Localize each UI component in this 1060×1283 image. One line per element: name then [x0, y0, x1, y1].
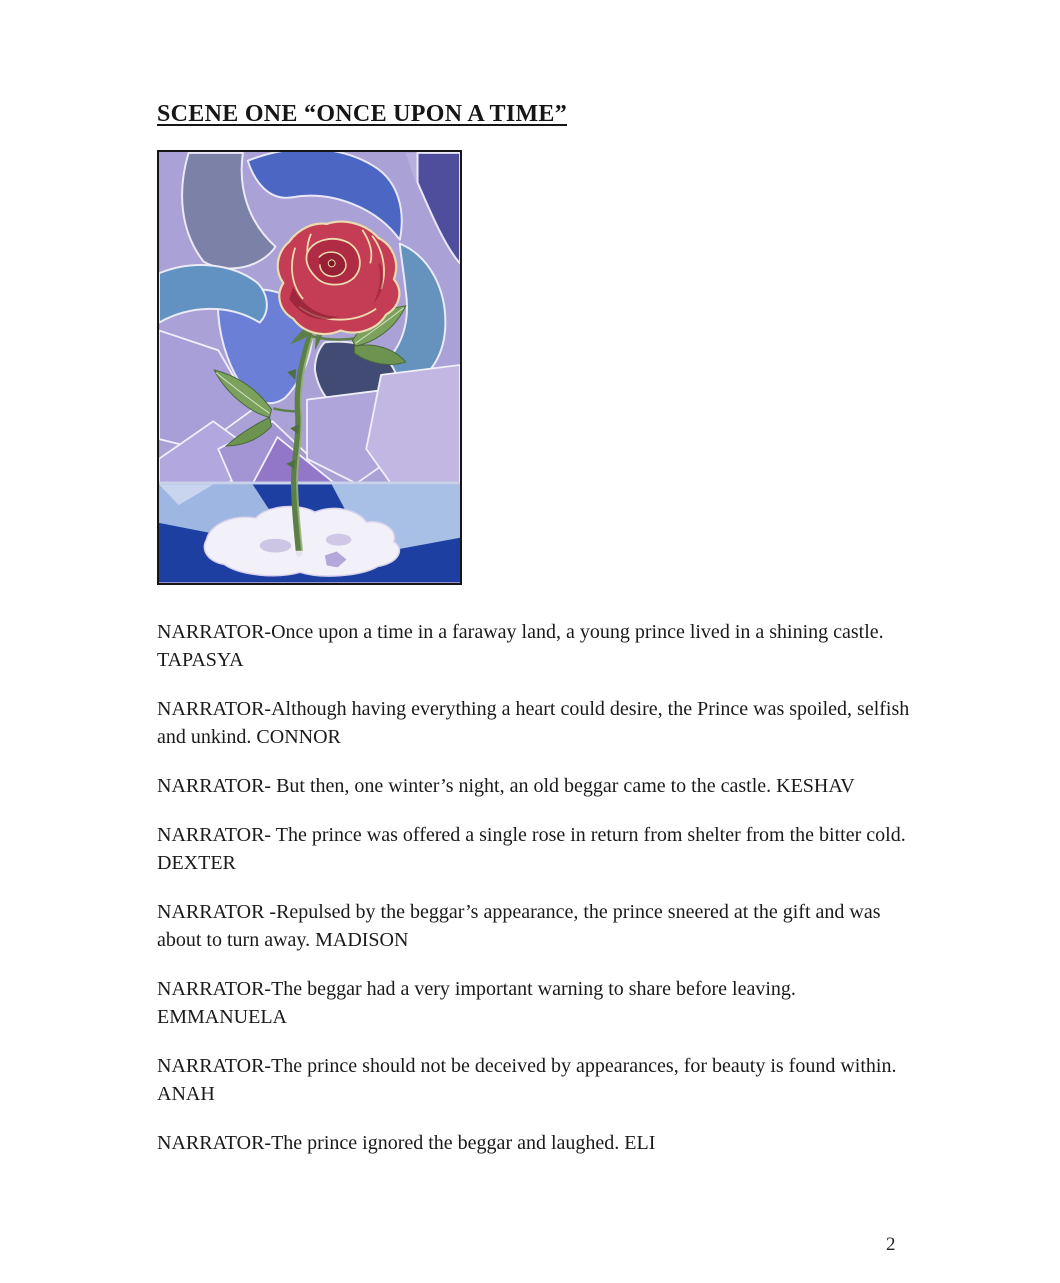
- page-title: SCENE ONE “ONCE UPON A TIME”: [157, 101, 568, 127]
- narrator-line: NARRATOR- The prince was offered a single rose in return from shelter from the bitter cold. DEXTER: [157, 824, 906, 874]
- rose-bloom: [278, 222, 400, 334]
- narrator-line: NARRATOR-Once upon a time in a faraway land, a young prince lived in a shining castle. TAPASYA: [157, 621, 884, 671]
- narrator-line: NARRATOR-The prince should not be deceived by appearances, for beauty is found within. ANAH: [157, 1055, 897, 1105]
- page-number: 2: [886, 1234, 896, 1255]
- narrator-line: NARRATOR-The prince ignored the beggar and laughed. ELI: [157, 1132, 656, 1154]
- narrator-line: NARRATOR- But then, one winter’s night, an old beggar came to the castle. KESHAV: [157, 775, 855, 797]
- narrator-line: NARRATOR-The beggar had a very important warning to share before leaving. EMMANUELA: [157, 978, 796, 1028]
- enchanted-rose-image: [159, 152, 460, 583]
- narrator-line: NARRATOR -Repulsed by the beggar’s appearance, the prince sneered at the gift and was about to turn away. MADISON: [157, 901, 881, 951]
- page-content: [157, 102, 917, 1178]
- narrator-line: NARRATOR-Although having everything a heart could desire, the Prince was spoiled, selfish and unkind. CONNOR: [157, 698, 910, 748]
- scene-illustration: [157, 150, 462, 585]
